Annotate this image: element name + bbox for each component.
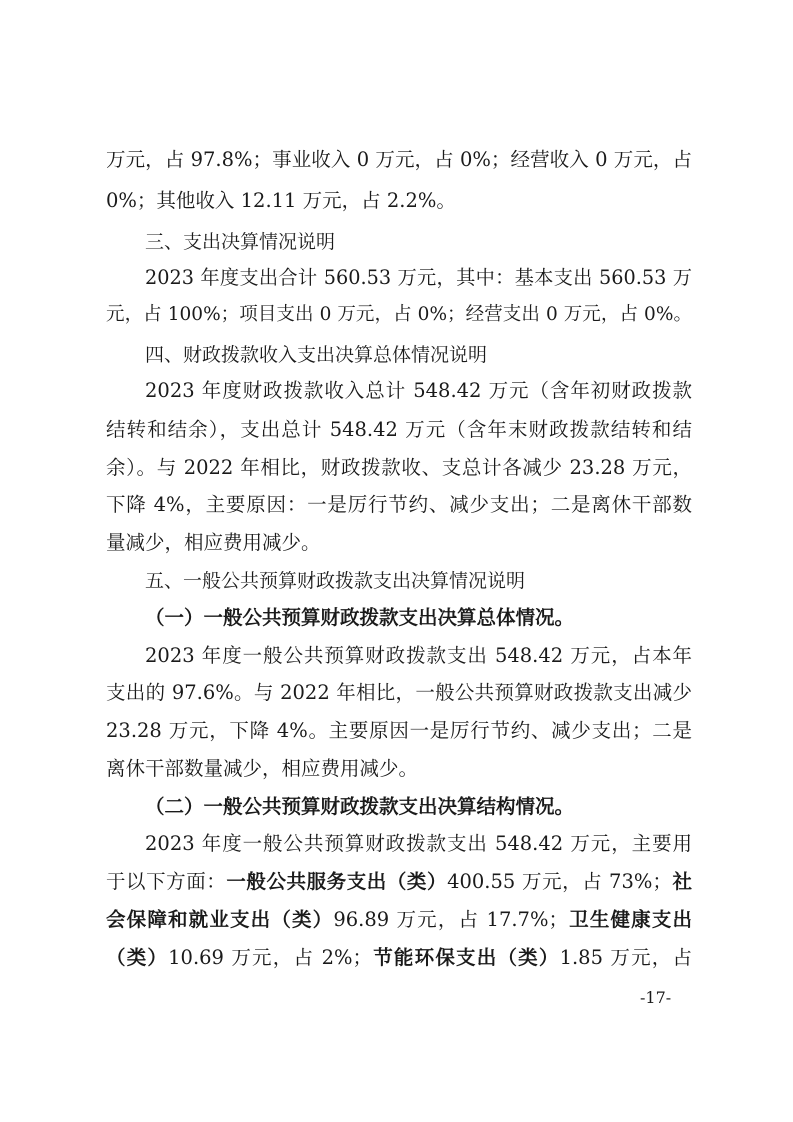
body-text-line: 离休干部数量减少，相应费用减少。 — [106, 757, 419, 780]
body-text-line: 结转和结余），支出总计 548.42 万元（含年末财政拨款结转和结 — [106, 418, 692, 441]
body-text-line: 量减少，相应费用减少。 — [106, 531, 321, 554]
category-label: 社 — [671, 870, 692, 893]
section-heading: 五、一般公共预算财政拨款支出决算情况说明 — [145, 570, 526, 592]
text-run: 400.55 万元，占 73%； — [447, 870, 672, 893]
section-heading: 四、财政拨款收入支出决算总体情况说明 — [145, 344, 488, 366]
category-label: 一般公共服务支出（类） — [226, 870, 448, 893]
subsection-heading: （一）一般公共预算财政拨款支出决算总体情况。 — [145, 606, 575, 629]
subsection-heading: （二）一般公共预算财政拨款支出决算结构情况。 — [145, 795, 575, 818]
text-run: 96.89 万元，占 17.7%； — [333, 908, 568, 931]
body-text-line: 下降 4%，主要原因：一是厉行节约、减少支出；二是离休干部数 — [106, 493, 692, 516]
category-label: 节能环保支出（类） — [372, 946, 560, 969]
section-heading: 三、支出决算情况说明 — [145, 231, 336, 253]
body-text-line: 余）。与 2022 年相比，财政拨款收、支总计各减少 23.28 万元， — [106, 456, 692, 479]
body-text-line — [106, 908, 692, 932]
page-number: -17- — [640, 988, 672, 1007]
text-run: 10.69 万元，占 2%； — [168, 946, 373, 969]
body-text-line: 支出的 97.6%。与 2022 年相比，一般公共预算财政拨款支出减少 — [106, 681, 692, 704]
body-text-line: 23.28 万元，下降 4%。主要原因一是厉行节约、减少支出；二是 — [106, 719, 692, 742]
body-text-line: 2023 年度一般公共预算财政拨款支出 548.42 万元，主要用 — [145, 832, 692, 855]
body-text-line: 元，占 100%；项目支出 0 万元，占 0%；经营支出 0 万元，占 0%。 — [106, 304, 692, 325]
body-text-line: 2023 年度财政拨款收入总计 548.42 万元（含年初财政拨款 — [145, 379, 692, 402]
body-text-line — [106, 946, 692, 970]
text-run: 于以下方面： — [106, 870, 227, 893]
category-label: 会保障和就业支出（类） — [106, 908, 334, 931]
body-text-line — [106, 870, 692, 894]
body-text-line: 0%；其他收入 12.11 万元，占 2.2%。 — [106, 189, 456, 212]
body-text-line: 2023 年度支出合计 560.53 万元，其中：基本支出 560.53 万 — [145, 266, 692, 289]
body-text-line: 万元，占 97.8%；事业收入 0 万元，占 0%；经营收入 0 万元，占 — [106, 148, 692, 171]
text-run: 1.85 万元，占 — [559, 946, 692, 969]
category-label: （类） — [106, 946, 169, 969]
body-text-line: 2023 年度一般公共预算财政拨款支出 548.42 万元，占本年 — [145, 644, 692, 667]
category-label: 卫生健康支出 — [568, 908, 692, 931]
